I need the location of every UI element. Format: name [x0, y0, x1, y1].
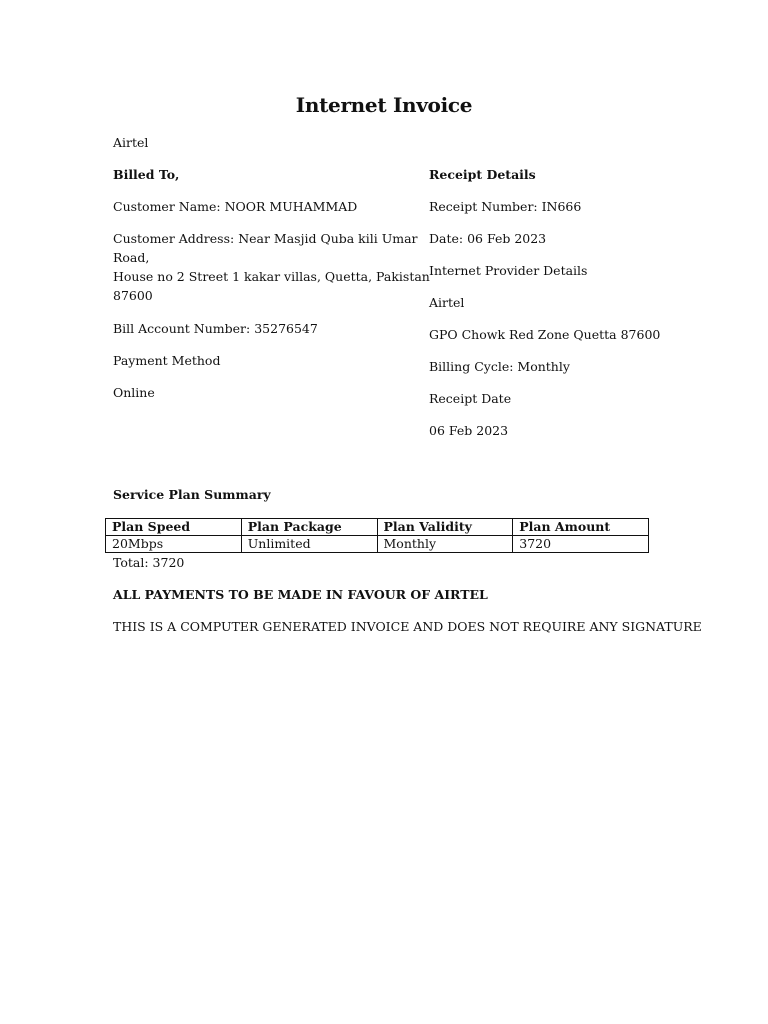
provider-address: GPO Chowk Red Zone Quetta 87600 — [429, 327, 661, 342]
payment-method-value: Online — [113, 385, 155, 400]
customer-address-line-3: House no 2 Street 1 kakar villas, Quetta, Pakistan — [113, 269, 430, 284]
cell-plan-amount: 3720 — [513, 536, 649, 553]
page-title: Internet Invoice — [295, 93, 473, 117]
table-header-row — [106, 519, 649, 536]
column-header-plan-amount: Plan Amount — [513, 519, 649, 536]
provider-name: Airtel — [113, 135, 149, 150]
cell-plan-speed: 20Mbps — [106, 536, 242, 553]
payment-favour-note: ALL PAYMENTS TO BE MADE IN FAVOUR OF AIRTEL — [113, 587, 488, 602]
receipt-details-heading: Receipt Details — [429, 167, 536, 182]
column-header-plan-validity: Plan Validity — [377, 519, 513, 536]
bill-account-number: Bill Account Number: 35276547 — [113, 321, 318, 336]
payment-method-label: Payment Method — [113, 353, 221, 368]
receipt-number: Receipt Number: IN666 — [429, 199, 582, 214]
cell-plan-validity: Monthly — [377, 536, 513, 553]
table-row — [106, 536, 649, 553]
cell-plan-package: Unlimited — [241, 536, 377, 553]
receipt-date-label: Receipt Date — [429, 391, 512, 406]
billed-to-heading: Billed To, — [113, 167, 180, 182]
computer-generated-note: THIS IS A COMPUTER GENERATED INVOICE AND DOES NOT REQUIRE ANY SIGNATURE — [113, 619, 702, 634]
receipt-date-line: Date: 06 Feb 2023 — [429, 231, 547, 246]
customer-address-line-4: 87600 — [113, 288, 153, 303]
provider-details-name: Airtel — [429, 295, 465, 310]
customer-address-line-2: Road, — [113, 250, 150, 265]
plan-total: Total: 3720 — [113, 555, 185, 570]
customer-address-line-1: Customer Address: Near Masjid Quba kili Umar — [113, 231, 418, 246]
customer-name: Customer Name: NOOR MUHAMMAD — [113, 199, 358, 214]
column-header-plan-package: Plan Package — [241, 519, 377, 536]
service-plan-heading: Service Plan Summary — [113, 487, 271, 502]
column-header-plan-speed: Plan Speed — [106, 519, 242, 536]
provider-details-label: Internet Provider Details — [429, 263, 588, 278]
billing-cycle: Billing Cycle: Monthly — [429, 359, 570, 374]
receipt-date-value: 06 Feb 2023 — [429, 423, 509, 438]
service-plan-table — [105, 518, 649, 553]
